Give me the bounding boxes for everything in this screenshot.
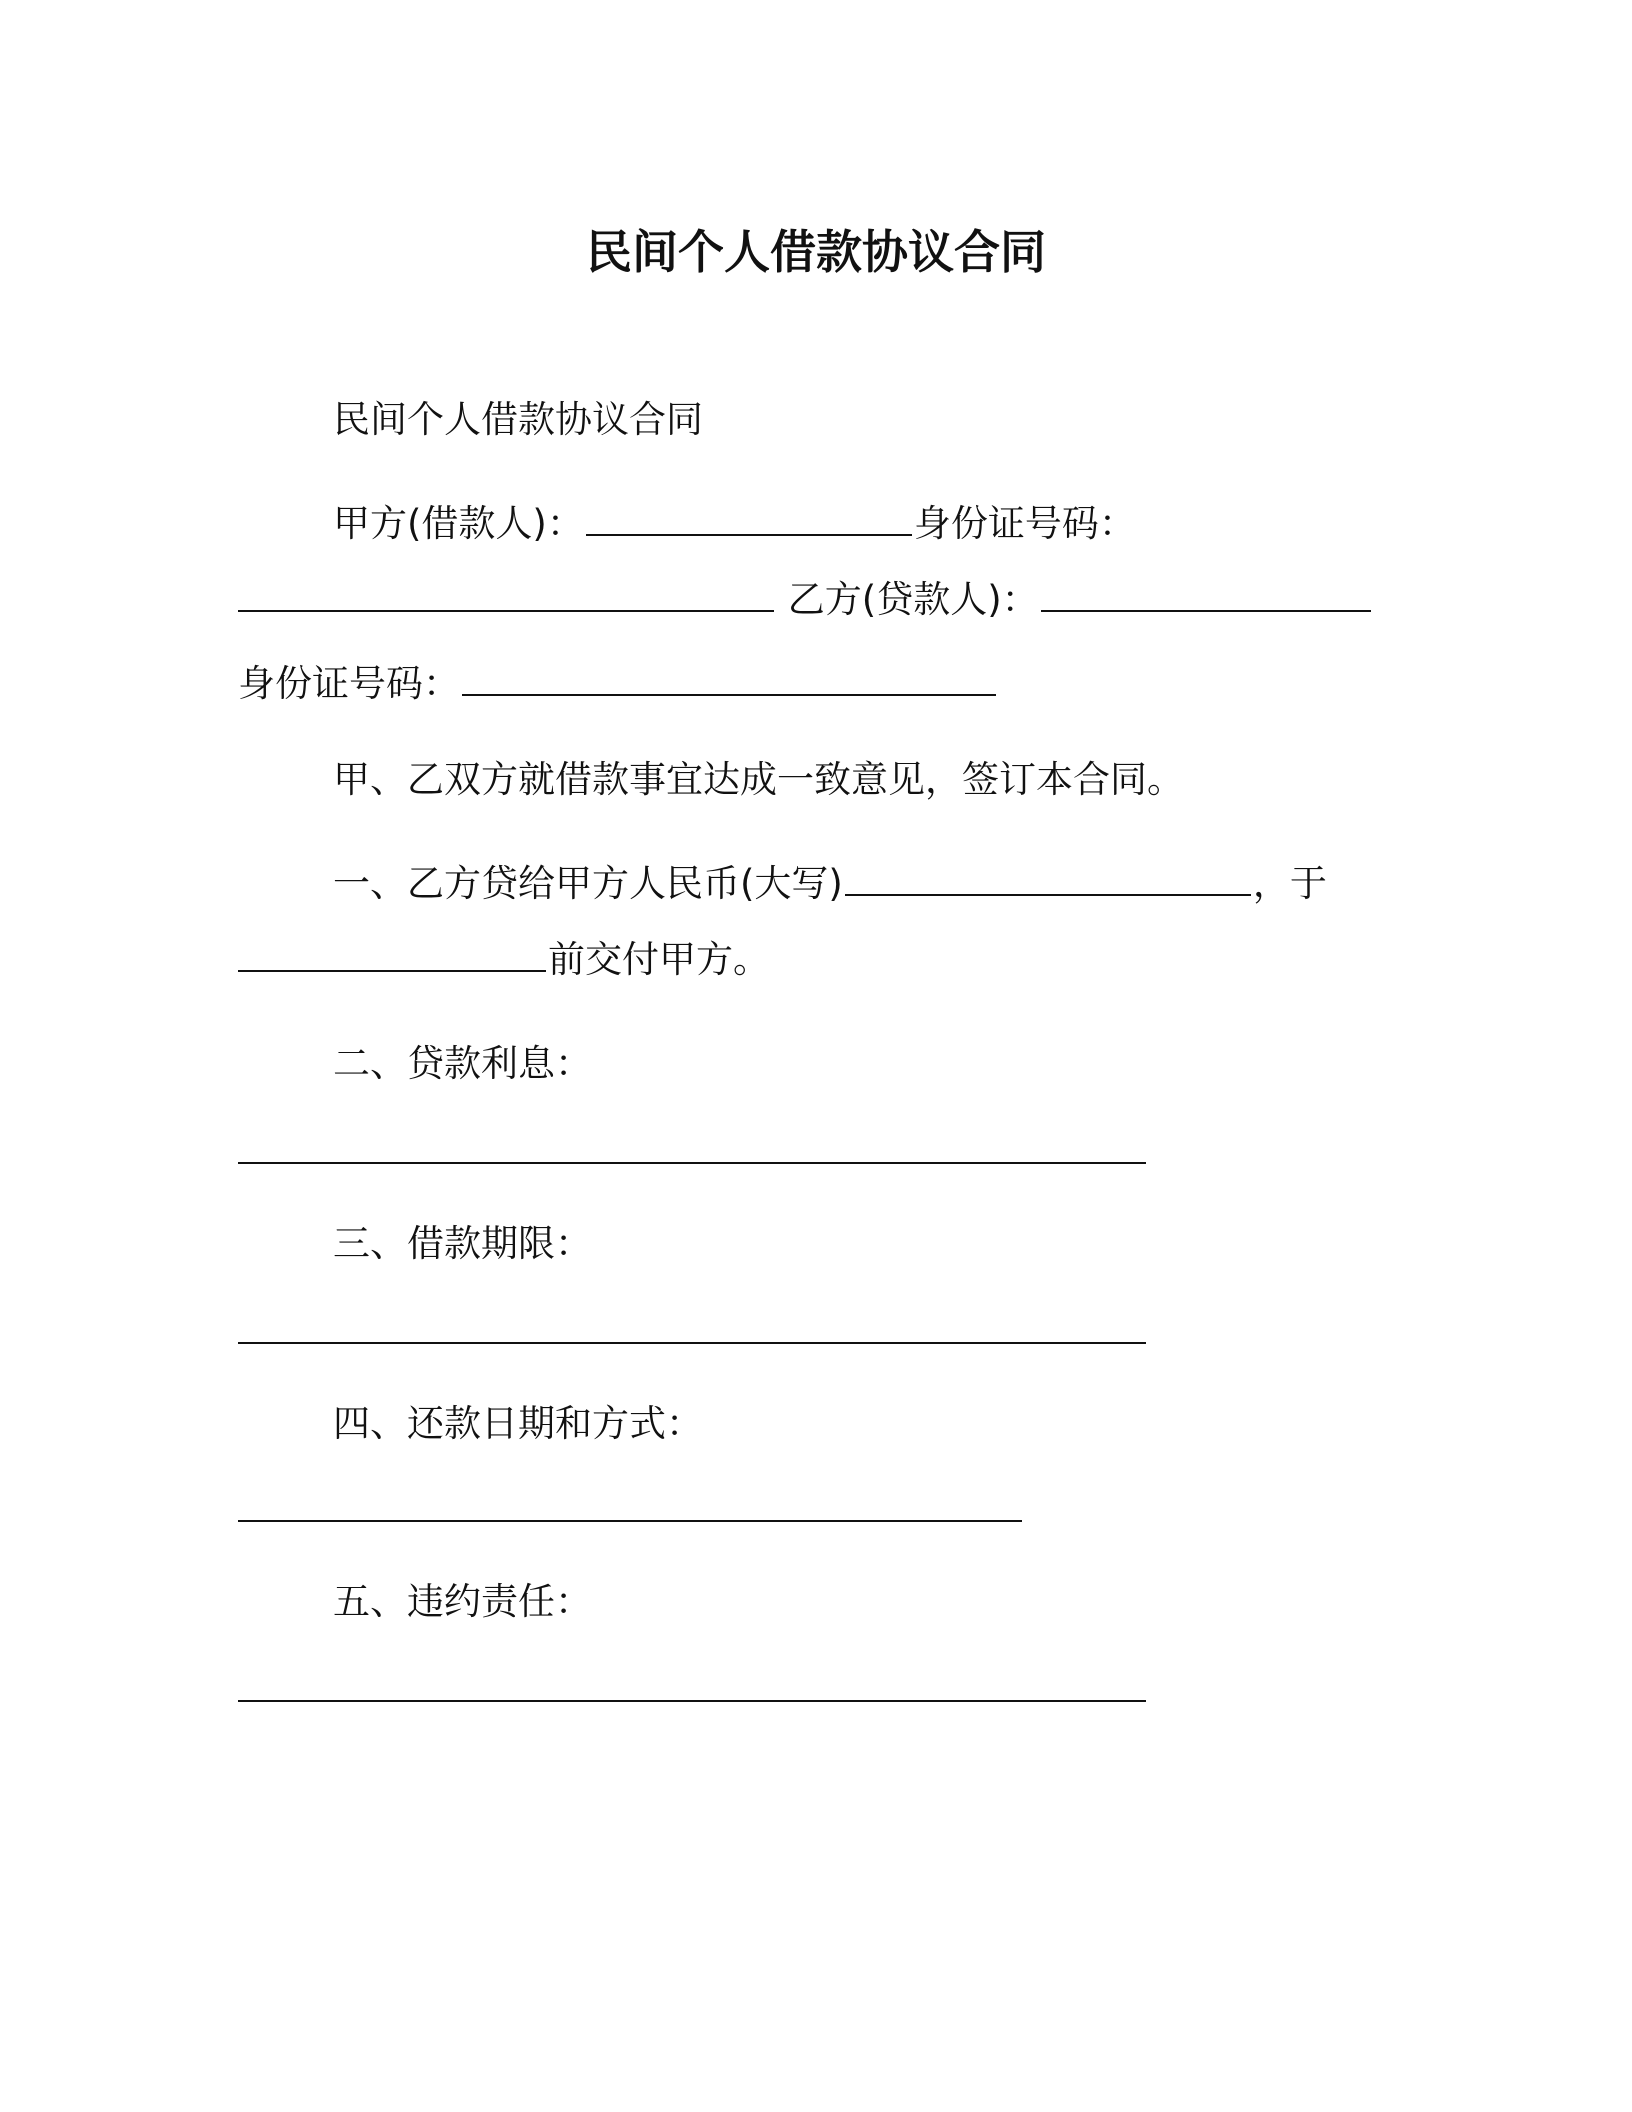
document-title: 民间个人借款协议合同	[586, 225, 1046, 279]
id-label-a: 身份证号码：	[913, 502, 1136, 545]
clause-4-label: 四、还款日期和方式：	[333, 1402, 703, 1445]
party-b-line	[238, 576, 1373, 624]
interest-blank[interactable]	[238, 1160, 1146, 1164]
party-a-line	[333, 500, 1136, 548]
delivery-date-blank[interactable]	[238, 936, 546, 972]
clause-1-text-a: 一、乙方贷给甲方人民币(大写)	[333, 862, 843, 905]
party-b-label: 乙方(贷款人)：	[787, 578, 1039, 621]
id-label-b: 身份证号码：	[238, 662, 460, 705]
liability-blank[interactable]	[238, 1698, 1146, 1702]
clause-1-line-2	[238, 936, 770, 984]
clause-1-text-b: ，于	[1252, 862, 1327, 905]
clause-1-line-1	[333, 860, 1327, 908]
intro-text: 甲、乙双方就借款事宜达成一致意见，签订本合同。	[333, 758, 1184, 801]
clause-2-label: 二、贷款利息：	[333, 1042, 592, 1085]
party-b-id-line	[238, 660, 998, 708]
repayment-blank[interactable]	[238, 1518, 1022, 1522]
loan-amount-blank[interactable]	[845, 860, 1251, 896]
party-b-name-blank[interactable]	[1041, 576, 1371, 612]
party-a-label: 甲方(借款人)：	[333, 502, 584, 545]
loan-term-blank[interactable]	[238, 1340, 1146, 1344]
clause-3-label: 三、借款期限：	[333, 1222, 592, 1265]
party-a-id-blank[interactable]	[238, 576, 774, 612]
clause-5-label: 五、违约责任：	[333, 1580, 592, 1623]
party-b-id-blank[interactable]	[462, 660, 996, 696]
clause-1-text-c: 前交付甲方。	[548, 938, 770, 981]
document-heading: 民间个人借款协议合同	[333, 398, 703, 441]
party-a-name-blank[interactable]	[586, 500, 912, 536]
